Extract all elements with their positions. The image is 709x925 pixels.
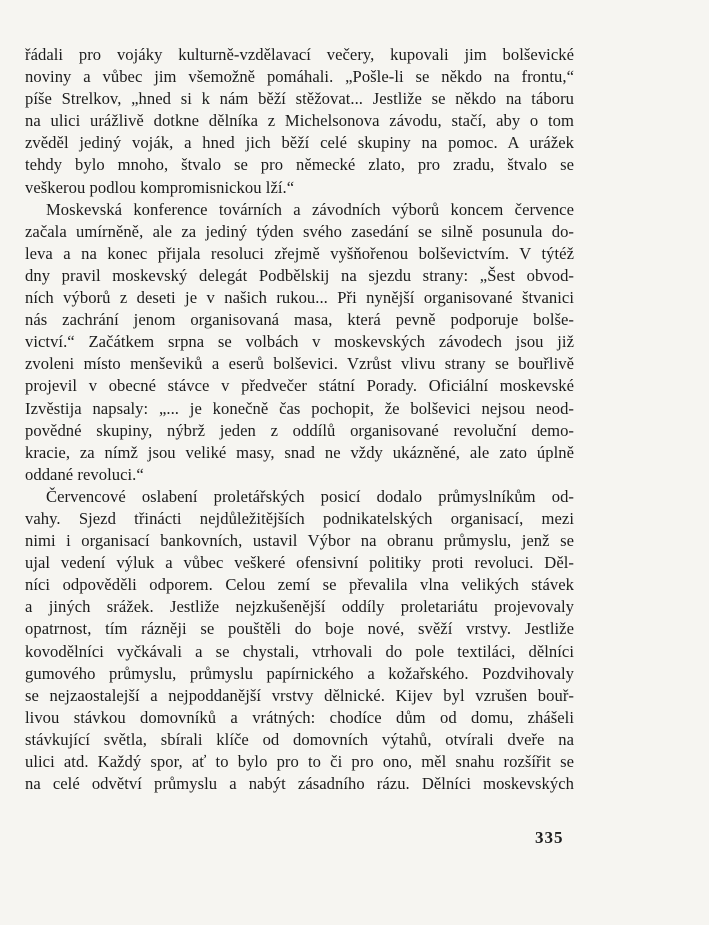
text-line: livou stávkou domovníků a vrátných: chodíce dům od domu, zhášeli <box>25 707 574 727</box>
paragraph-1 <box>25 44 574 199</box>
text-line: zvěděl jediný voják, a hned jich běží celé skupiny na pomoc. A urážek <box>25 133 574 153</box>
text-line: tehdy bylo mnoho, štvalo se pro německé zlato, pro zradu, štvalo se <box>25 155 574 175</box>
text-line: ulici atd. Každý spor, ať to bylo pro to či pro ono, měl snahu rozšířit se <box>25 752 574 771</box>
text-line: oddané revoluci.“ <box>25 464 144 484</box>
text-line: na celé odvětví průmyslu a nabýt zásadního rázu. Dělníci moskevských <box>25 774 574 794</box>
text-line: řádali pro vojáky kulturně-vzdělavací večery, kupovali jim bolševické <box>25 45 574 64</box>
text-line: nimi i organisací bankovních, ustavil Výbor na obranu průmyslu, jenž se <box>25 531 574 551</box>
text-line: kovodělníci vyčkávali a se chystali, vtrhovali do pole textiláci, dělníci <box>25 641 574 661</box>
text-line: Moskevská konference továrních a závodních výborů koncem července <box>46 199 574 219</box>
text-line: projevil v obecné stávce v předvečer státní Porady. Oficiální moskevské <box>25 376 574 396</box>
text-line: na ulici urážlivě dotkne dělníka z Michelsonova závodu, stačí, aby o tom <box>25 111 574 131</box>
text-line: začala umírněně, ale za jediný týden svého zasedání se silně posunula do- <box>25 221 574 241</box>
text-line: dny pravil moskevský delegát Podbělskij na sjezdu strany: „Šest obvod- <box>25 265 574 285</box>
text-line: leva a na konec přijala resoluci zřejmě vyšňořenou bolševictvím. V týtéž <box>25 243 574 263</box>
text-line: veškerou podlou kompromisnickou lží.“ <box>25 177 295 197</box>
text-line: a jiných srážek. Jestliže nejzkušenější oddíly proletariátu projevovaly <box>25 597 574 617</box>
text-line: opatrnost, tím rázněji se pouštěli do boje nové, svěží vrstvy. Jestliže <box>25 619 574 639</box>
text-line: stávkující světla, sbírali klíče od domovních výtahů, otvírali dveře na <box>25 729 574 749</box>
text-line: vahy. Sjezd třinácti nejdůležitějších podnikatelských organisací, mezi <box>25 508 574 528</box>
text-line: Červencové oslabení proletářských posicí dodalo průmyslníkům od- <box>46 486 574 506</box>
text-line: ujal vedení výluk a vůbec veškeré ofensivní politiky proti revoluci. Děl- <box>25 553 574 573</box>
paragraph-3 <box>25 486 574 795</box>
text-line: níci odpověděli odporem. Celou zemí se převalila vlna velikých stávek <box>25 575 574 595</box>
text-line: noviny a vůbec jim všemožně pomáhali. „Pošle-li se někdo na frontu,“ <box>25 67 574 87</box>
text-line: Izvěstija napsaly: „... je konečně čas pochopit, že bolševici nejsou neod- <box>25 398 574 418</box>
text-line: se nejzaostalejší a nejpoddanější vrstvy dělnické. Kijev byl vzrušen bouř- <box>25 685 574 705</box>
text-line: zvoleni místo menševiků a eserů bolševici. Vzrůst vlivu strany se bouřlivě <box>25 354 574 374</box>
text-line: nás zachrání jenom organisovaná masa, která pevně podporuje bolše- <box>25 310 574 330</box>
text-line: povědné skupiny, nýbrž jeden z oddílů organisované revoluční demo- <box>25 420 574 440</box>
text-line: ních výborů z deseti je v našich rukou... Při nynější organisované štvanici <box>25 288 574 308</box>
text-line: píše Strelkov, „hned si k nám běží stěžovat... Jestliže se někdo na táboru <box>25 89 574 109</box>
text-line: kracie, za nímž jsou veliké masy, snad ne vždy ukázněné, ale zato úplně <box>25 442 574 462</box>
page-number: 335 <box>535 828 564 847</box>
text-line: victví.“ Začátkem srpna se volbách v moskevských závodech jsou již <box>25 332 574 352</box>
paragraph-2 <box>25 199 574 486</box>
text-line: gumového průmyslu, průmyslu papírnického a kožařského. Pozdvihovaly <box>25 663 574 683</box>
body-text <box>25 44 574 795</box>
